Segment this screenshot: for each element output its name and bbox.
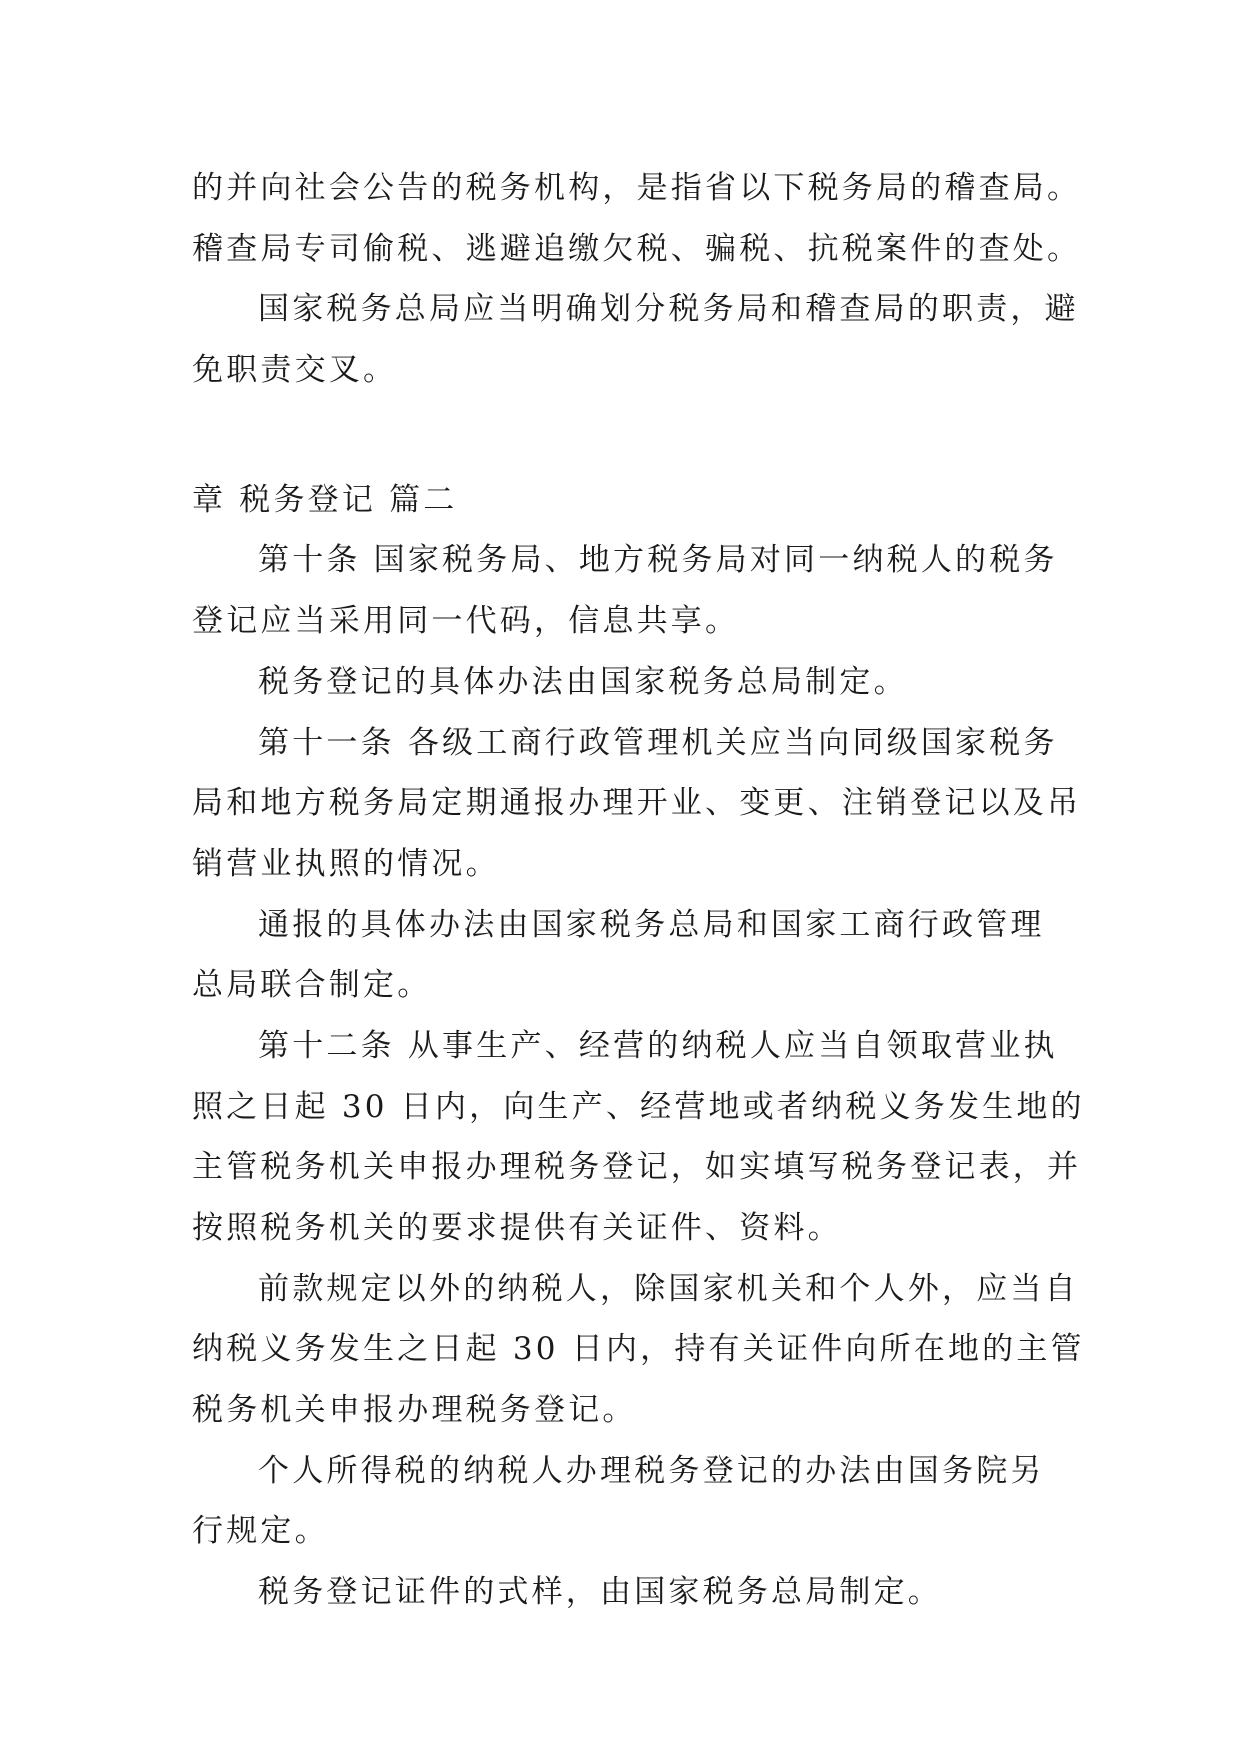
text-line: 国家税务总局应当明确划分税务局和稽查局的职责，避	[258, 291, 1079, 328]
section-gap	[192, 401, 1052, 470]
text-line: 主管税务机关申报办理税务登记，如实填写税务登记表，并	[192, 1149, 1082, 1186]
text-line: 个人所得税的纳税人办理税务登记的办法由国务院另	[258, 1452, 1045, 1489]
text-line: 税务登记的具体办法由国家税务总局制定。	[258, 663, 908, 700]
text-line: 第十二条 从事生产、经营的纳税人应当自领取营业执	[258, 1027, 1058, 1064]
paragraph-continued	[192, 158, 1082, 279]
text-line: 前款规定以外的纳税人，除国家机关和个人外，应当自	[258, 1270, 1079, 1307]
paragraph-duty	[192, 279, 1079, 400]
article-10-paragraph-2	[192, 652, 1052, 713]
article-10	[192, 530, 1058, 651]
text-line: 稽查局专司偷税、逃避追缴欠税、骗税、抗税案件的查处。	[192, 230, 1082, 267]
chapter-heading: 章 税务登记 篇二	[192, 481, 458, 518]
article-12-paragraph-4	[192, 1562, 1052, 1623]
text-line: 税务登记证件的式样，由国家税务总局制定。	[258, 1574, 942, 1611]
text-line: 总局联合制定。	[192, 967, 432, 1004]
text-line: 的并向社会公告的税务机构，是指省以下税务局的稽查局。	[192, 170, 1082, 206]
text-line: 登记应当采用同一代码，信息共享。	[192, 603, 740, 640]
article-11-paragraph-2	[192, 895, 1052, 1016]
text-line: 按照税务机关的要求提供有关证件、资料。	[192, 1210, 842, 1246]
text-line: 销营业执照的情况。	[192, 845, 500, 882]
text-line: 局和地方税务局定期通报办理开业、变更、注销登记以及吊	[192, 785, 1082, 822]
article-12-paragraph-3	[192, 1441, 1052, 1562]
text-line: 税务机关申报办理税务登记。	[192, 1392, 637, 1429]
text-line: 第十条 国家税务局、地方税务局对同一纳税人的税务	[258, 542, 1058, 579]
article-12	[192, 1016, 1085, 1259]
text-line: 行规定。	[192, 1513, 329, 1550]
document-page	[192, 158, 1085, 1623]
text-line: 纳税义务发生之日起 30 日内，持有关证件向所在地的主管	[192, 1331, 1085, 1368]
article-12-paragraph-2	[192, 1259, 1085, 1441]
text-line: 第十一条 各级工商行政管理机关应当向同级国家税务	[258, 724, 1058, 761]
text-line: 通报的具体办法由国家税务总局和国家工商行政管理	[258, 906, 1045, 943]
text-line: 照之日起 30 日内，向生产、经营地或者纳税义务发生地的	[192, 1088, 1085, 1125]
article-11	[192, 713, 1082, 895]
text-line: 免职责交叉。	[192, 352, 398, 389]
